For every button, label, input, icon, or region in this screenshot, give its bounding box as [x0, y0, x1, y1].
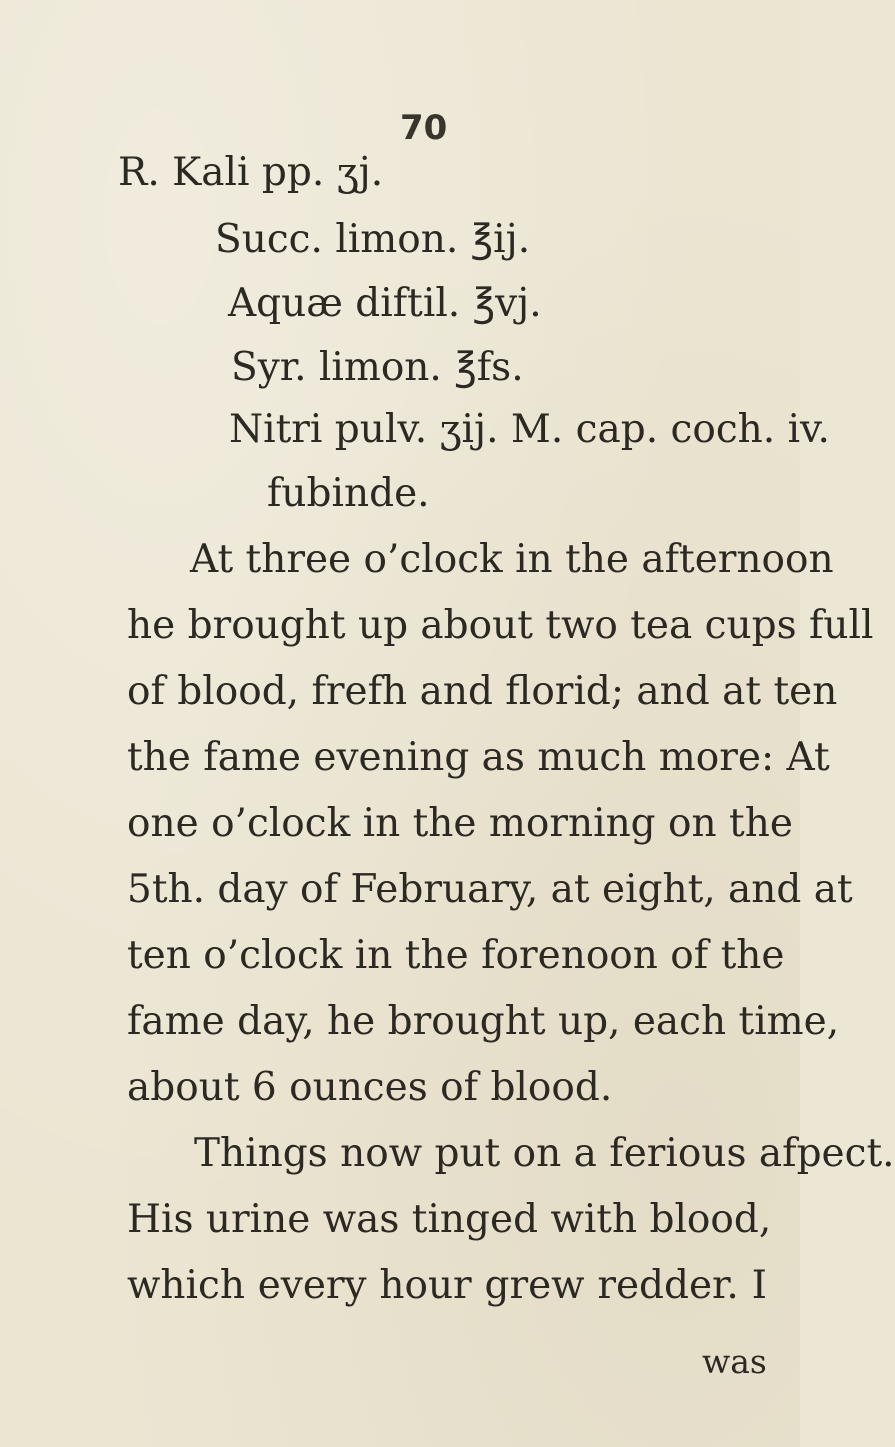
paragraph-2-line: His urine was tinged with blood,	[127, 1197, 772, 1242]
paragraph-1-line: of blood, frefh and florid; and at ten	[127, 669, 838, 714]
prescription-line: Nitri pulv. ʒij. M. cap. coch. iv.	[229, 407, 830, 452]
prescription-line: fubinde.	[267, 471, 430, 516]
prescription-line: R. Kali pp. ʒj.	[118, 150, 384, 195]
catchword: was	[702, 1342, 767, 1381]
prescription-line: Succ. limon. ℥ij.	[215, 217, 531, 262]
paragraph-1-line: At three o’clock in the afternoon	[190, 537, 834, 582]
page-number: 70	[400, 108, 448, 148]
paragraph-1-line: one o’clock in the morning on the	[127, 801, 793, 846]
paragraph-1-line: fame day, he brought up, each time,	[127, 999, 840, 1044]
paragraph-1-line: about 6 ounces of blood.	[127, 1065, 613, 1110]
prescription-line: Aquæ diftil. ℥vj.	[228, 281, 542, 326]
paragraph-1-line: he brought up about two tea cups full	[127, 603, 874, 648]
prescription-line: Syr. limon. ℥fs.	[231, 345, 524, 390]
paragraph-2-line: which every hour grew redder. I	[127, 1263, 767, 1308]
paragraph-1-line: the fame evening as much more: At	[127, 735, 830, 780]
paragraph-1-line: ten o’clock in the forenoon of the	[127, 933, 785, 978]
paragraph-2-line: Things now put on a ferious afpect.	[194, 1131, 895, 1176]
paragraph-1-line: 5th. day of February, at eight, and at	[127, 867, 853, 912]
